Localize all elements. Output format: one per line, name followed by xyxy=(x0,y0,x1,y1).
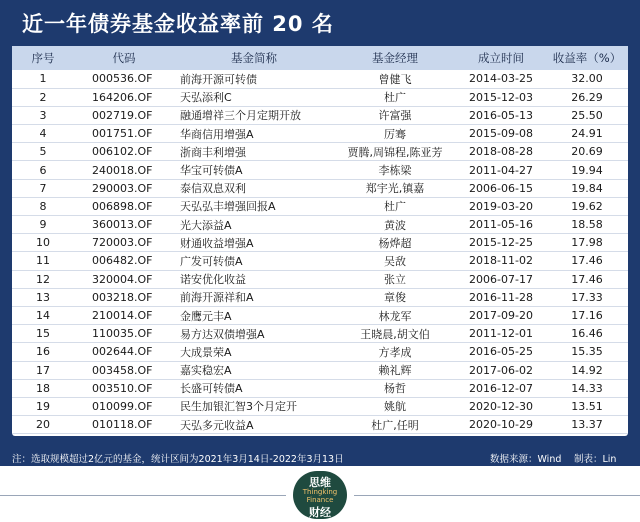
table-row xyxy=(12,88,628,106)
cell-manager: 李栋梁 xyxy=(378,164,412,178)
cell-inception-date: 2014-03-25 xyxy=(469,72,533,86)
cell-inception-date: 2015-09-08 xyxy=(469,127,533,141)
cell-index: 5 xyxy=(39,145,47,159)
cell-inception-date: 2016-12-07 xyxy=(469,381,533,395)
cell-return: 32.00 xyxy=(571,72,603,86)
cell-fund-name: 浙商丰利增强 xyxy=(180,145,246,159)
table-maker: 制表：Lin xyxy=(574,454,617,465)
cell-code: 006898.OF xyxy=(92,199,153,213)
cell-code: 001751.OF xyxy=(92,127,153,141)
cell-manager: 吴敌 xyxy=(384,254,406,268)
table-row xyxy=(12,106,628,124)
cell-inception-date: 2015-12-25 xyxy=(469,236,533,250)
cell-manager: 林龙军 xyxy=(378,309,412,323)
cell-index: 17 xyxy=(36,363,50,377)
cell-code: 320004.OF xyxy=(92,272,153,286)
cell-inception-date: 2011-12-01 xyxy=(469,327,533,341)
cell-code: 720003.OF xyxy=(92,236,153,250)
cell-manager: 贾腾,周锦程,陈亚芳 xyxy=(347,145,443,159)
cell-code: 002644.OF xyxy=(92,345,153,359)
header-manager: 基金经理 xyxy=(372,51,418,65)
header-fund-name: 基金简称 xyxy=(231,51,277,65)
table-header-row xyxy=(12,46,628,70)
table-row xyxy=(12,270,628,288)
logo-text-top: 思维 xyxy=(309,476,331,489)
cell-inception-date: 2017-06-02 xyxy=(469,363,533,377)
divider-left xyxy=(0,495,286,496)
cell-index: 20 xyxy=(36,418,50,432)
cell-manager: 方孝成 xyxy=(378,345,412,359)
cell-fund-name: 金鹰元丰A xyxy=(180,309,232,323)
cell-return: 14.33 xyxy=(571,381,603,395)
cell-index: 7 xyxy=(39,181,47,195)
cell-return: 14.92 xyxy=(571,363,603,377)
cell-code: 006102.OF xyxy=(92,145,153,159)
cell-inception-date: 2017-09-20 xyxy=(469,309,533,323)
divider-right xyxy=(354,495,640,496)
cell-inception-date: 2016-05-13 xyxy=(469,108,533,122)
cell-inception-date: 2018-08-28 xyxy=(469,145,533,159)
cell-manager: 姚航 xyxy=(384,400,406,414)
cell-index: 19 xyxy=(36,399,50,413)
table-row xyxy=(12,216,628,234)
table-row xyxy=(12,288,628,306)
cell-return: 25.50 xyxy=(571,108,603,122)
cell-fund-name: 融通增祥三个月定期开放 xyxy=(180,109,301,123)
cell-index: 14 xyxy=(36,309,50,323)
cell-code: 240018.OF xyxy=(92,163,153,177)
logo-text-en-2: Finance xyxy=(306,496,334,504)
cell-fund-name: 嘉实稳宏A xyxy=(180,364,232,378)
cell-manager: 杜广 xyxy=(384,91,406,105)
cell-index: 12 xyxy=(36,272,50,286)
cell-manager: 厉骞 xyxy=(384,127,406,141)
cell-code: 003510.OF xyxy=(92,381,153,395)
cell-code: 006482.OF xyxy=(92,254,153,268)
table-row xyxy=(12,397,628,415)
cell-code: 110035.OF xyxy=(92,327,153,341)
cell-fund-name: 华商信用增强A xyxy=(180,127,254,141)
cell-fund-name: 长盛可转债A xyxy=(180,382,243,396)
cell-manager: 郑宇光,镇嘉 xyxy=(365,182,425,196)
table-row xyxy=(12,143,628,161)
cell-fund-name: 天弘弘丰增强回报A xyxy=(180,200,276,214)
cell-fund-name: 泰信双息双利 xyxy=(180,182,246,196)
cell-inception-date: 2011-04-27 xyxy=(469,163,533,177)
cell-return: 15.35 xyxy=(571,345,603,359)
cell-return: 17.33 xyxy=(571,290,603,304)
cell-return: 24.91 xyxy=(571,127,603,141)
cell-index: 4 xyxy=(39,127,47,141)
cell-index: 13 xyxy=(36,290,50,304)
table-row xyxy=(12,325,628,343)
thinking-finance-logo xyxy=(293,471,347,519)
cell-manager: 张立 xyxy=(384,273,406,287)
cell-index: 3 xyxy=(39,108,47,122)
cell-manager: 赖礼辉 xyxy=(378,364,412,378)
footer-bar xyxy=(0,449,640,466)
table-row xyxy=(12,379,628,397)
cell-index: 16 xyxy=(36,345,50,359)
cell-index: 15 xyxy=(36,327,50,341)
cell-fund-name: 天弘添利C xyxy=(180,91,232,105)
cell-index: 1 xyxy=(39,72,47,86)
cell-inception-date: 2018-11-02 xyxy=(469,254,533,268)
cell-manager: 章俊 xyxy=(384,291,406,305)
cell-index: 8 xyxy=(39,199,47,213)
cell-return: 13.51 xyxy=(571,399,603,413)
table-row xyxy=(12,234,628,252)
cell-inception-date: 2011-05-16 xyxy=(469,218,533,232)
fund-ranking-table-container xyxy=(12,46,628,436)
cell-code: 164206.OF xyxy=(92,90,153,104)
cell-return: 17.16 xyxy=(571,309,603,323)
cell-manager: 许富强 xyxy=(378,109,412,123)
table-row xyxy=(12,70,628,88)
cell-inception-date: 2020-12-30 xyxy=(469,399,533,413)
fund-ranking-table xyxy=(12,46,628,434)
header-return: 收益率（%） xyxy=(552,51,622,65)
cell-fund-name: 广发可转债A xyxy=(180,254,243,268)
cell-manager: 杜广 xyxy=(384,200,406,214)
cell-return: 17.46 xyxy=(571,272,603,286)
cell-fund-name: 天弘多元收益A xyxy=(180,418,254,432)
cell-code: 290003.OF xyxy=(92,181,153,195)
table-row xyxy=(12,361,628,379)
cell-inception-date: 2006-07-17 xyxy=(469,272,533,286)
cell-return: 18.58 xyxy=(571,218,603,232)
logo-text-bottom: 财经 xyxy=(309,506,331,519)
table-row xyxy=(12,179,628,197)
cell-fund-name: 光大添益A xyxy=(180,218,232,232)
cell-index: 9 xyxy=(39,218,47,232)
page-title: 近一年债券基金收益率前 20 名 xyxy=(22,12,334,36)
cell-fund-name: 前海开源祥和A xyxy=(180,291,254,305)
footer-note: 注：选取规模超过2亿元的基金，统计区间为2021年3月14日-2022年3月13日 xyxy=(12,454,344,465)
cell-fund-name: 财通收益增强A xyxy=(180,236,254,250)
cell-manager: 王晓晨,胡文伯 xyxy=(360,327,430,341)
cell-code: 010118.OF xyxy=(92,418,153,432)
table-row xyxy=(12,306,628,324)
cell-code: 210014.OF xyxy=(92,309,153,323)
header-inception-date: 成立时间 xyxy=(478,51,524,65)
cell-index: 6 xyxy=(39,163,47,177)
cell-code: 002719.OF xyxy=(92,108,153,122)
cell-manager: 杜广,任明 xyxy=(371,418,419,432)
cell-index: 2 xyxy=(39,90,47,104)
cell-return: 26.29 xyxy=(571,90,603,104)
cell-code: 003458.OF xyxy=(92,363,153,377)
table-row xyxy=(12,252,628,270)
table-row xyxy=(12,125,628,143)
cell-inception-date: 2015-12-03 xyxy=(469,90,533,104)
table-row xyxy=(12,343,628,361)
cell-return: 19.84 xyxy=(571,181,603,195)
cell-inception-date: 2019-03-20 xyxy=(469,199,533,213)
cell-manager: 曾健飞 xyxy=(378,72,412,86)
table-row xyxy=(12,161,628,179)
cell-manager: 杨哲 xyxy=(384,382,406,396)
cell-index: 10 xyxy=(36,236,50,250)
cell-code: 003218.OF xyxy=(92,290,153,304)
cell-code: 010099.OF xyxy=(92,399,153,413)
cell-fund-name: 易方达双债增强A xyxy=(180,327,265,341)
cell-return: 19.94 xyxy=(571,163,603,177)
logo-text-en-1: Thingking xyxy=(302,488,338,496)
table-row xyxy=(12,197,628,215)
cell-return: 16.46 xyxy=(571,327,603,341)
cell-fund-name: 民生加银汇智3个月定开 xyxy=(180,400,297,414)
data-source: 数据来源：Wind xyxy=(490,454,562,465)
cell-code: 000536.OF xyxy=(92,72,153,86)
cell-fund-name: 诺安优化收益 xyxy=(180,273,246,287)
cell-return: 17.46 xyxy=(571,254,603,268)
cell-inception-date: 2016-05-25 xyxy=(469,345,533,359)
cell-return: 13.37 xyxy=(571,418,603,432)
cell-index: 18 xyxy=(36,381,50,395)
cell-return: 17.98 xyxy=(571,236,603,250)
cell-index: 11 xyxy=(36,254,50,268)
cell-return: 20.69 xyxy=(571,145,603,159)
cell-inception-date: 2016-11-28 xyxy=(469,290,533,304)
header-code: 代码 xyxy=(112,51,136,65)
cell-inception-date: 2020-10-29 xyxy=(469,418,533,432)
cell-code: 360013.OF xyxy=(92,218,153,232)
cell-fund-name: 华宝可转债A xyxy=(180,164,243,178)
header-index: 序号 xyxy=(31,51,55,65)
cell-fund-name: 大成景荣A xyxy=(180,345,232,359)
table-body xyxy=(12,70,628,434)
cell-fund-name: 前海开源可转债 xyxy=(180,72,257,86)
cell-return: 19.62 xyxy=(571,199,603,213)
table-row xyxy=(12,416,628,434)
cell-manager: 杨烨超 xyxy=(378,236,412,250)
cell-manager: 黄波 xyxy=(384,218,406,232)
cell-inception-date: 2006-06-15 xyxy=(469,181,533,195)
